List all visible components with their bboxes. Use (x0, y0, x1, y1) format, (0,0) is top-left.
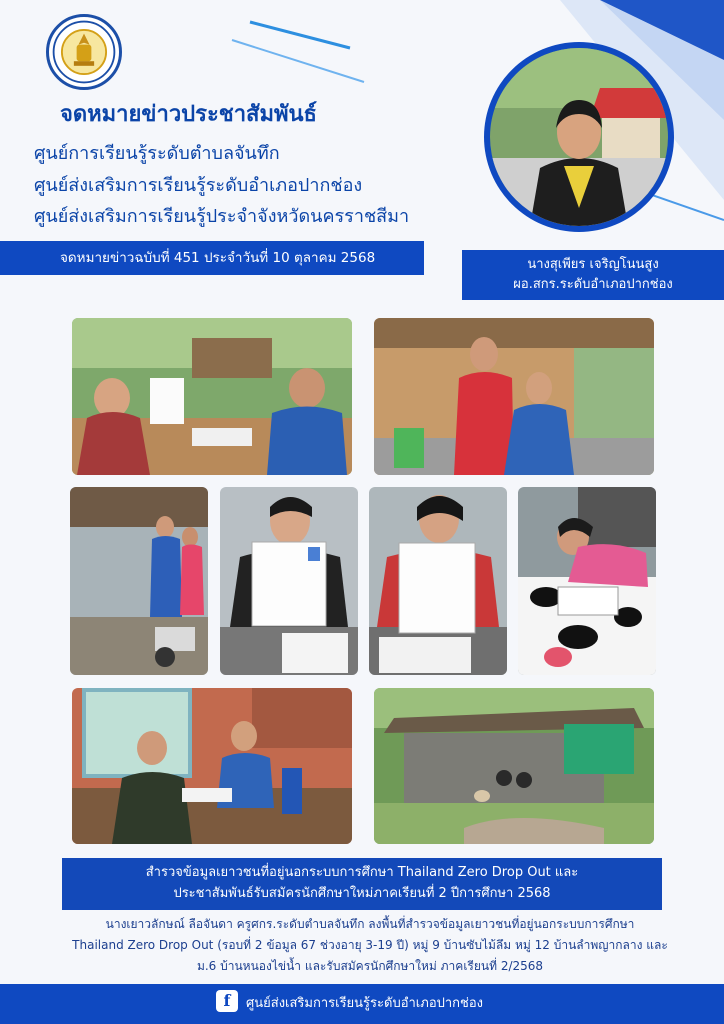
newsletter-title: จดหมายข่าวประชาสัมพันธ์ (60, 102, 317, 127)
photo-survey-house (70, 487, 208, 675)
subtitle-district: ศูนย์ส่งเสริมการเรียนรู้ระดับอำเภอปากช่อง (34, 175, 363, 196)
photo-field-visit (374, 688, 654, 844)
footer-page-name[interactable]: ศูนย์ส่งเสริมการเรียนรู้ระดับอำเภอปากช่อง (246, 996, 484, 1011)
description-line-2: Thailand Zero Drop Out (รอบที่ 2 ข้อมูล 67 ช่วงอายุ 3-19 ปี) หมู่ 9 บ้านซับไม้ลึม หมู่ 12 บ้านลำพญากลาง และ (72, 938, 668, 952)
activity-description (60, 914, 680, 977)
subtitle-subdistrict: ศูนย์การเรียนรู้ระดับตำบลจันทึก (34, 143, 280, 164)
department-logo (46, 14, 122, 90)
photo-office-registration (72, 688, 352, 844)
director-position: ผอ.สกร.ระดับอำเภอปากช่อง (513, 277, 673, 292)
caption-line-1: สำรวจข้อมูลเยาวชนที่อยู่นอกระบบการศึกษา Thailand Zero Drop Out และ (145, 865, 579, 880)
footer-bar (0, 984, 724, 1024)
director-portrait (490, 48, 668, 226)
director-name: นางสุเพียร เจริญโนนสูง (527, 257, 659, 272)
caption-line-2: ประชาสัมพันธ์รับสมัครนักศึกษาใหม่ภาคเรียนที่ 2 ปีการศึกษา 2568 (173, 886, 551, 901)
photo-survey-shop (374, 318, 654, 475)
issue-banner: จดหมายข่าวฉบับที่ 451 ประจำวันที่ 10 ตุลาคม 2568 (0, 241, 424, 275)
description-line-3: ม.6 บ้านหนองไข่น้ำ และรับสมัครนักศึกษาใหม่ ภาคเรียนที่ 2/2568 (196, 959, 544, 973)
photo-survey-table-1 (72, 318, 352, 475)
subtitle-province: ศูนย์ส่งเสริมการเรียนรู้ประจำจังหวัดนครราชสีมา (34, 206, 410, 227)
facebook-icon[interactable]: f (216, 990, 238, 1012)
photo-applicant-form-1 (220, 487, 358, 675)
photo-applicant-form-2 (369, 487, 507, 675)
description-line-1: นางเยาวลักษณ์ ลือจันดา ครูศกร.ระดับตำบลจันทึก ลงพื้นที่สำรวจข้อมูลเยาวชนที่อยู่นอกระบบการศึกษา (105, 917, 635, 931)
activity-caption (62, 858, 662, 910)
photo-applicant-writing (518, 487, 656, 675)
director-name-box (462, 250, 724, 300)
